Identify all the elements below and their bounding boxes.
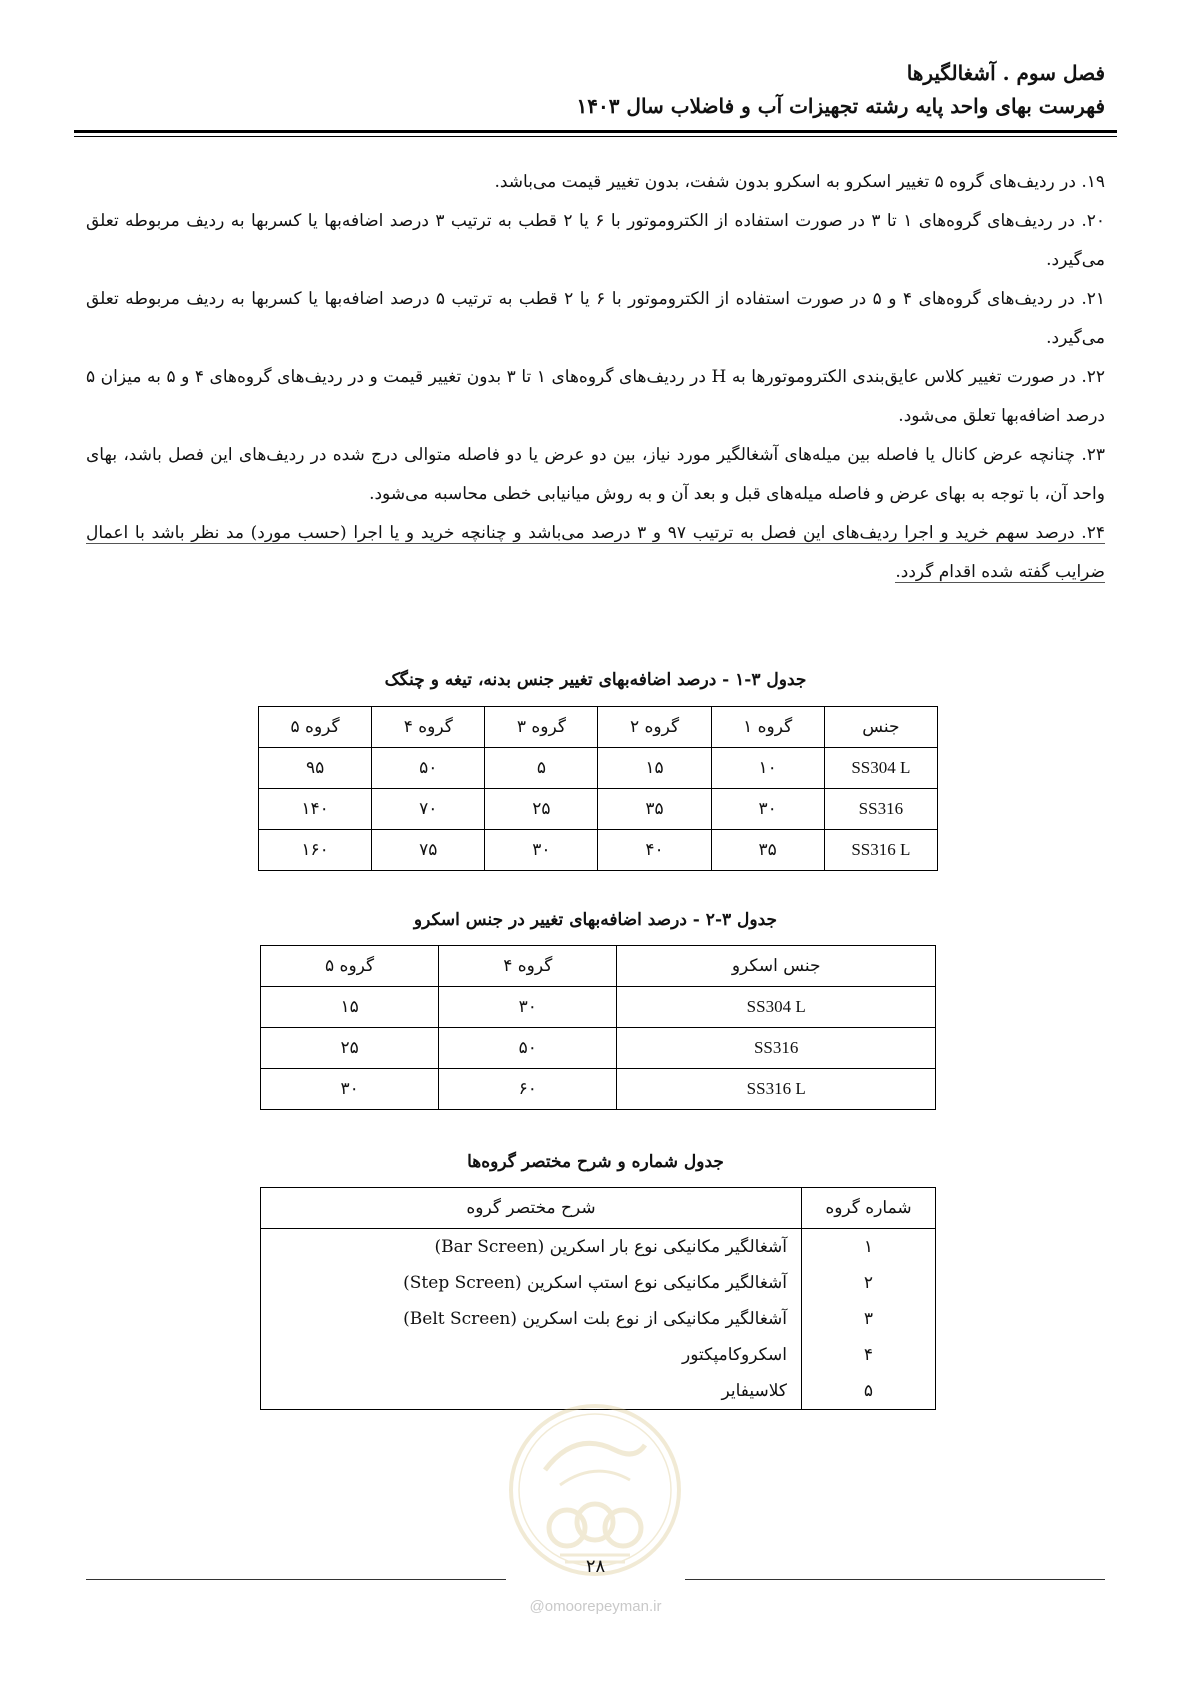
table-cell: ۱۶۰ — [259, 830, 372, 871]
table-header-row — [259, 707, 938, 748]
table-row — [261, 987, 936, 1028]
note-24-text: ۲۴. درصد سهم خرید و اجرا ردیف‌های این فصل به ترتیب ۹۷ و ۳ درصد می‌باشد و چنانچه خرید و یا اجرا (حسب مورد) مد نظر باشد با اعمال ضرایب گفته شده اقدام گردد. — [86, 523, 1105, 582]
table-cell: ۳۰ — [439, 987, 617, 1028]
page-header — [86, 58, 1105, 122]
table-cell: کلاسیفایر — [261, 1373, 802, 1410]
website-watermark: @omoorepeyman.ir — [529, 1598, 662, 1615]
watermark-logo-icon — [505, 1400, 685, 1580]
table-cell: ۳۰ — [485, 830, 598, 871]
table-cell: ۹۵ — [259, 748, 372, 789]
table-cell: ۱ — [802, 1229, 936, 1266]
table-cell: ۱۴۰ — [259, 789, 372, 830]
table-header-cell: گروه ۳ — [485, 707, 598, 748]
table3-title: جدول شماره و شرح مختصر گروه‌ها — [467, 1152, 724, 1172]
table-header-cell: شماره گروه — [802, 1188, 936, 1229]
page-number: ۲۸ — [585, 1556, 606, 1577]
table-header-cell: شرح مختصر گروه — [261, 1188, 802, 1229]
table-cell: ۳۰ — [261, 1069, 439, 1110]
table-row — [261, 1265, 936, 1301]
table-cell: ۲۵ — [485, 789, 598, 830]
table-cell: ۵۰ — [372, 748, 485, 789]
table-header-cell: جنس اسکرو — [617, 946, 936, 987]
notes-section — [86, 163, 1105, 592]
table-cell: ۷۰ — [372, 789, 485, 830]
document-subtitle: فهرست بهای واحد پایه رشته تجهیزات آب و فاضلاب سال ۱۴۰۳ — [576, 94, 1105, 118]
table1 — [258, 706, 938, 871]
table2-title: جدول ۳-۲ - درصد اضافه‌بهای تغییر در جنس اسکرو — [413, 910, 778, 930]
table-cell: ۱۰ — [711, 748, 824, 789]
table-cell: ۱۵ — [261, 987, 439, 1028]
note-23: ۲۳. چنانچه عرض کانال یا فاصله بین میله‌های آشغالگیر مورد نیاز، بین دو عرض یا دو فاصله متوالی درج شده در ردیف‌های این فصل باشد، بهای واحد آن، با توجه به بهای عرض و فاصله میله‌های قبل و بعد آن و به روش میانیابی خطی محاسبه می‌شود. — [86, 445, 1105, 504]
table-cell: اسکروکامپکتور — [261, 1337, 802, 1373]
table-header-cell: گروه ۴ — [439, 946, 617, 987]
table-row — [261, 1301, 936, 1337]
table-header-row — [261, 946, 936, 987]
table-cell: ۵۰ — [439, 1028, 617, 1069]
note-24 — [86, 514, 1105, 592]
table-row — [261, 1069, 936, 1110]
table-header-cell: گروه ۴ — [372, 707, 485, 748]
note-21: ۲۱. در ردیف‌های گروه‌های ۴ و ۵ در صورت استفاده از الکتروموتور با ۶ یا ۲ قطب به ترتیب ۵ درصد اضافه‌بها یا کسربها به ردیف مربوطه تعلق می‌گیرد. — [86, 289, 1105, 348]
header-rule-thin — [74, 136, 1117, 137]
note-20: ۲۰. در ردیف‌های گروه‌های ۱ تا ۳ در صورت استفاده از الکتروموتور با ۶ یا ۲ قطب به ترتیب ۳ درصد اضافه‌بها یا کسربها به ردیف مربوطه تعلق می‌گیرد. — [86, 211, 1106, 270]
table-cell: ۳۵ — [711, 830, 824, 871]
table-cell: SS316 L — [824, 830, 937, 871]
note-19: ۱۹. در ردیف‌های گروه ۵ تغییر اسکرو به اسکرو بدون شفت، بدون تغییر قیمت می‌باشد. — [494, 172, 1105, 192]
table-cell: ۳ — [802, 1301, 936, 1337]
footer-rule-left — [86, 1579, 506, 1580]
table-row — [259, 830, 938, 871]
table-row — [261, 1229, 936, 1266]
table1-title: جدول ۳-۱ - درصد اضافه‌بهای تغییر جنس بدنه، تیغه و چنگک — [384, 670, 807, 690]
table-row — [259, 748, 938, 789]
table-header-cell: گروه ۵ — [259, 707, 372, 748]
table-cell: ۴ — [802, 1337, 936, 1373]
table-cell: ۴۰ — [598, 830, 711, 871]
table-header-row — [261, 1188, 936, 1229]
table-cell: ۶۰ — [439, 1069, 617, 1110]
footer-rule-right — [685, 1579, 1105, 1580]
table-cell: SS304 L — [824, 748, 937, 789]
table-cell: SS304 L — [617, 987, 936, 1028]
table-row — [259, 789, 938, 830]
table-cell: ۲ — [802, 1265, 936, 1301]
table-header-cell: گروه ۱ — [711, 707, 824, 748]
table-cell: ۳۰ — [711, 789, 824, 830]
table-header-cell: گروه ۲ — [598, 707, 711, 748]
table-cell: ۳۵ — [598, 789, 711, 830]
table-cell: SS316 — [617, 1028, 936, 1069]
table-cell: SS316 — [824, 789, 937, 830]
table-cell: ۲۵ — [261, 1028, 439, 1069]
table-header-cell: گروه ۵ — [261, 946, 439, 987]
table-cell: آشغالگیر مکانیکی نوع بار اسکرین (Bar Screen) — [261, 1229, 802, 1266]
table-cell: ۵ — [802, 1373, 936, 1410]
table2 — [260, 945, 936, 1110]
table-row — [261, 1028, 936, 1069]
table-cell: ۷۵ — [372, 830, 485, 871]
table-row — [261, 1337, 936, 1373]
table-cell: ۵ — [485, 748, 598, 789]
table-cell: آشغالگیر مکانیکی نوع استپ اسکرین (Step Screen) — [261, 1265, 802, 1301]
table-cell: SS316 L — [617, 1069, 936, 1110]
note-22: ۲۲. در صورت تغییر کلاس عایق‌بندی الکتروموتورها به H در ردیف‌های گروه‌های ۱ تا ۳ بدون تغییر قیمت و در ردیف‌های گروه‌های ۴ و ۵ به میزان ۵ درصد اضافه‌بها تعلق می‌شود. — [86, 367, 1105, 426]
table-header-cell: جنس — [824, 707, 937, 748]
table-cell: ۱۵ — [598, 748, 711, 789]
chapter-title: فصل سوم . آشغالگیرها — [906, 61, 1105, 85]
table3 — [260, 1187, 936, 1410]
table-cell: آشغالگیر مکانیکی از نوع بلت اسکرین (Belt Screen) — [261, 1301, 802, 1337]
header-rule-thick — [74, 130, 1117, 133]
